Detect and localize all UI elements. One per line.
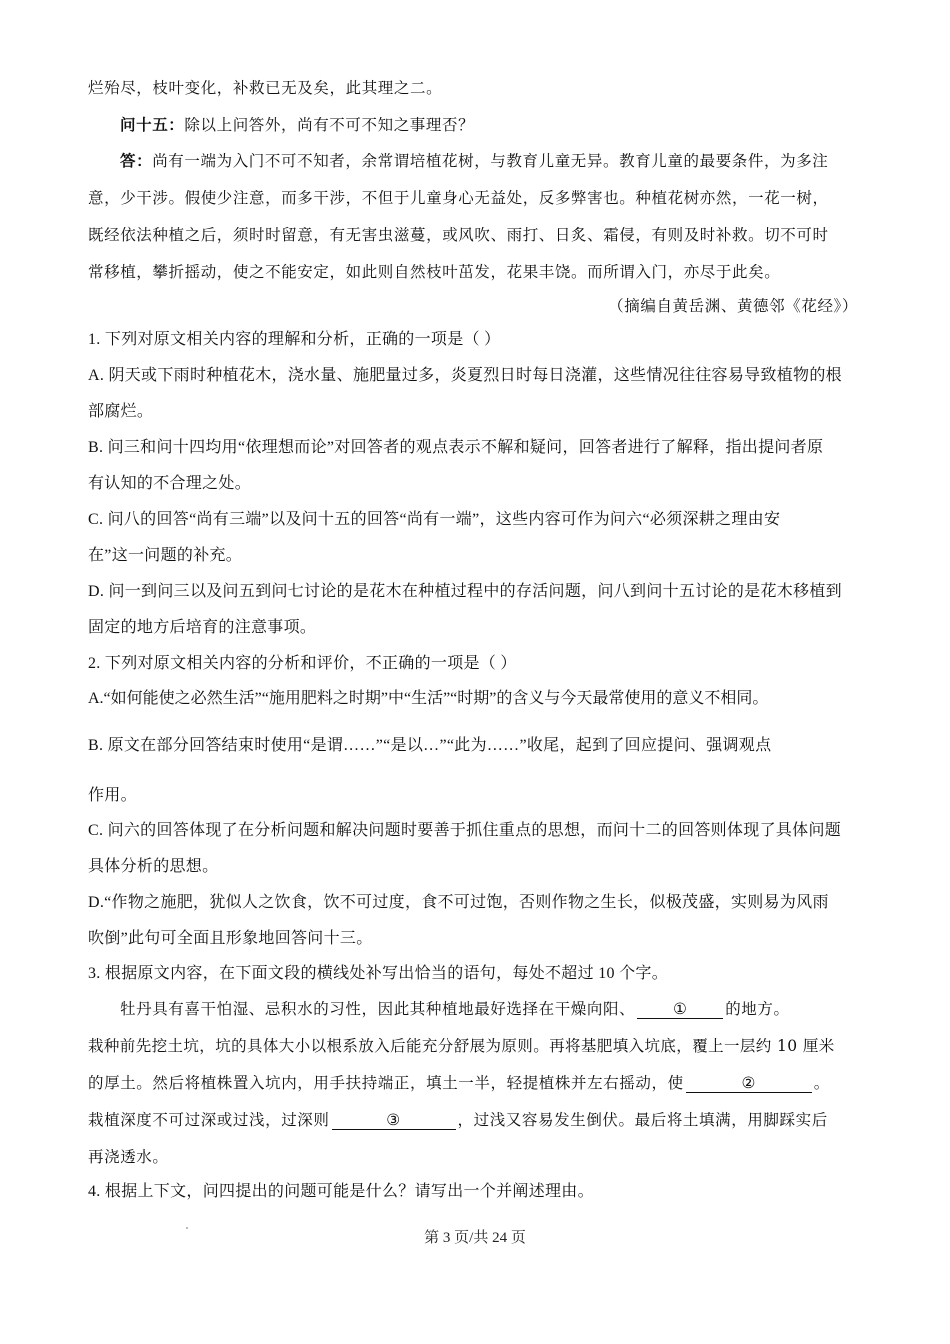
q15-text: 除以上问答外，尚有不可不知之事理否？ [184,116,475,134]
q2-option-b-cont: 作用。 [88,787,137,804]
q2-option-c-cont: 具体分析的思想。 [88,858,219,875]
q3-text: 。 [813,1074,830,1092]
q1-option-a: A. 阴天或下雨时种植花木，浇水量、施肥量过多，炎夏烈日时每日浇灌，这些情况往往容易导致植物的根 [88,367,842,384]
q2-option-c: C. 问六的回答体现了在分析问题和解决问题时要善于抓住重点的思想，而问十二的回答则体现了具体问题 [88,822,842,839]
page-number: 第 3 页/共 24 页 [424,1230,526,1246]
q3-text: ，过浅又容易发生倒伏。最后将土填满，用脚踩实后 [457,1111,828,1129]
question-15 [120,115,474,135]
answer-line-2: 意，少干涉。假使少注意，而多干涉，不但于儿童身心无益处，反多弊害也。种植花树亦然，一花一树， [88,189,829,207]
answer-label: 答： [120,151,153,170]
q1-option-d-cont: 固定的地方后培育的注意事项。 [88,619,317,636]
q1-option-a-cont: 部腐烂。 [88,403,154,420]
q3-text: 的地方。 [725,1000,790,1018]
q2-option-d: D.“作物之施肥，犹似人之饮食，饮不可过度，食不可过饱，否则作物之生长，似极茂盛，实则易为风雨 [88,894,829,911]
q1-option-d: D. 问一到问三以及问五到问七讨论的是花木在种植过程中的存活问题，问八到问十五讨论的是花木移植到 [88,583,842,600]
q2-option-d-cont: 吹倒”此句可全面且形象地回答问十三。 [88,930,373,947]
q15-label: 问十五： [120,115,185,134]
blank-1[interactable]: ① [637,1000,723,1019]
q3-text: 栽植深度不可过深或过浅，过深则 [88,1111,330,1129]
q1-stem: 1. 下列对原文相关内容的理解和分析，正确的一项是（ ） [88,331,501,348]
q2-option-a: A.“如何能使之必然生活”“施用肥料之时期”中“生活”“时期”的含义与今天最常使用的意义不相同。 [88,690,769,707]
blank-3[interactable]: ③ [332,1111,456,1130]
q3-passage-line-1 [120,999,790,1019]
q2-stem: 2. 下列对原文相关内容的分析和评价，不正确的一项是（ ） [88,655,517,672]
q3-stem: 3. 根据原文内容，在下面文段的横线处补写出恰当的语句，每处不超过 10 个字。 [88,965,669,982]
blank-2[interactable]: ② [686,1074,812,1093]
q3-passage-line-3 [88,1073,830,1093]
q3-text: 牡丹具有喜干怕湿、忌积水的习性，因此其种植地最好选择在干燥向阳、 [120,1000,636,1018]
q4-stem: 4. 根据上下文，问四提出的问题可能是什么？请写出一个并阐述理由。 [88,1183,594,1200]
q3-passage-line-5: 再浇透水。 [88,1148,169,1166]
answer-text: 尚有一端为入门不可不知者，余常谓培植花树，与教育儿童无异。教育儿童的最要条件，为多注 [152,152,829,170]
passage-source: （摘编自黄岳渊、黄德邻《花经》） [608,297,858,315]
q1-option-b: B. 问三和问十四均用“依理想而论”对回答者的观点表示不解和疑问，回答者进行了解释，指出提问者原 [88,439,824,456]
answer-line-3: 既经依法种植之后，须时时留意，有无害虫滋蔓，或风吹、雨打、日炙、霜侵，有则及时补救。切不可时 [88,226,829,244]
q1-option-c: C. 问八的回答“尚有三端”以及问十五的回答“尚有一端”，这些内容可作为问六“必须深耕之理由安 [88,511,781,528]
answer-line-4: 常移植，攀折摇动，使之不能安定，如此则自然枝叶茁发，花果丰饶。而所谓入门，亦尽于此矣。 [88,263,781,281]
q1-option-c-cont: 在”这一问题的补充。 [88,547,243,564]
q3-passage-line-2: 栽种前先挖土坑，坑的具体大小以根系放入后能充分舒展为原则。再将基肥填入坑底，覆上一层约 10 厘米 [88,1037,835,1055]
q1-option-b-cont: 有认知的不合理之处。 [88,475,252,492]
q3-passage-line-4 [88,1110,828,1130]
q3-text: 的厚土。然后将植株置入坑内，用手扶持端正，填土一半，轻提植株并左右摇动，使 [88,1074,684,1092]
q2-option-b: B. 原文在部分回答结束时使用“是谓……”“是以…”“此为……”收尾，起到了回应提问、强调观点 [88,737,772,754]
answer-line-1 [120,151,828,171]
passage-line: 烂殆尽，枝叶变化，补救已无及矣，此其理之二。 [88,79,443,97]
